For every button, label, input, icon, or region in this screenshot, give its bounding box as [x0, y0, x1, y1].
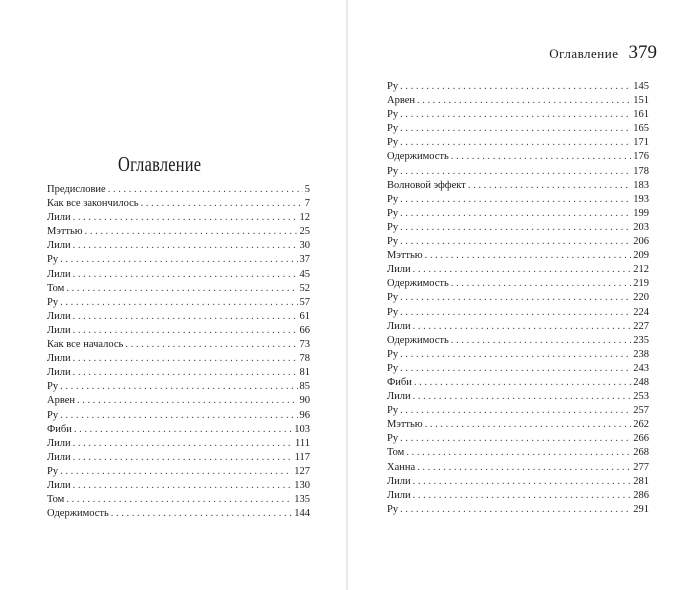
toc-entry-title: Ру — [387, 207, 399, 219]
toc-entry-title: Ру — [387, 81, 399, 92]
dot-leader — [400, 306, 631, 320]
dot-leader — [400, 348, 631, 362]
toc-entry-page: 224 — [633, 306, 649, 318]
dot-leader — [60, 465, 292, 479]
toc-entry-title: Предисловие — [47, 184, 106, 195]
toc-entry — [47, 479, 310, 493]
toc-entry-title: Ру — [47, 409, 59, 421]
toc-entry — [47, 338, 310, 352]
toc-entry-title: Лили — [387, 489, 411, 501]
toc-entry — [387, 277, 649, 291]
dot-leader — [406, 446, 631, 460]
dot-leader — [60, 253, 297, 267]
toc-entry-page: 171 — [633, 137, 649, 149]
dot-leader — [413, 390, 632, 404]
toc-entry-title: Арвен — [47, 395, 76, 407]
dot-leader — [60, 296, 297, 310]
toc-entry-title: Том — [47, 494, 65, 506]
toc-entry-page: 243 — [633, 362, 649, 374]
toc-entry-page: 266 — [633, 433, 649, 445]
toc-entry-page: 183 — [633, 179, 649, 191]
toc-entry-page: 96 — [299, 409, 310, 421]
dot-leader — [73, 324, 298, 338]
toc-entry-page: 178 — [633, 165, 649, 177]
dot-leader — [73, 268, 298, 282]
dot-leader — [400, 122, 631, 136]
toc-entry — [47, 253, 310, 267]
toc-entry-page: 286 — [633, 489, 649, 501]
toc-entry-title: Ру — [47, 296, 59, 308]
dot-leader — [414, 376, 631, 390]
dot-leader — [400, 108, 631, 122]
dot-leader — [425, 418, 632, 432]
toc-entry-page: 135 — [294, 494, 310, 506]
dot-leader — [60, 380, 297, 394]
dot-leader — [73, 352, 298, 366]
toc-entry-page: 203 — [633, 221, 649, 233]
toc-entry — [387, 489, 649, 503]
dot-leader — [400, 80, 631, 94]
toc-entry — [387, 221, 649, 235]
toc-entry-page: 78 — [299, 353, 310, 365]
dot-leader — [73, 479, 293, 493]
dot-leader — [400, 291, 631, 305]
toc-entry-title: Лили — [47, 268, 71, 280]
toc-entry — [387, 235, 649, 249]
toc-entry-title: Ру — [387, 236, 399, 248]
dot-leader — [74, 423, 292, 437]
toc-entry-title: Ру — [47, 254, 59, 266]
dot-leader — [60, 409, 297, 423]
dot-leader — [400, 432, 631, 446]
toc-entry-title: Как все закончилось — [47, 198, 139, 210]
toc-entry-page: 111 — [295, 437, 310, 449]
toc-entry-title: Одержимость — [387, 151, 449, 163]
toc-entry-page: 268 — [633, 447, 649, 459]
dot-leader — [73, 310, 298, 324]
dot-leader — [141, 197, 303, 211]
toc-entry-title: Одержимость — [387, 278, 449, 290]
toc-entry-page: 209 — [633, 250, 649, 262]
toc-entry-page: 220 — [633, 292, 649, 304]
toc-entry-page: 227 — [633, 320, 649, 332]
toc-entry-title: Лили — [47, 324, 71, 336]
toc-entry-page: 165 — [633, 123, 649, 135]
toc-entry — [387, 348, 649, 362]
toc-entry-page: 206 — [633, 236, 649, 248]
toc-entry-page: 25 — [299, 226, 310, 238]
dot-leader — [400, 221, 631, 235]
toc-entry — [387, 404, 649, 418]
toc-entry-title: Фиби — [387, 376, 412, 388]
toc-entry — [47, 324, 310, 338]
toc-entry — [47, 380, 310, 394]
page-number: 379 — [628, 42, 657, 63]
toc-entry-page: 144 — [294, 508, 310, 520]
dot-leader — [413, 320, 632, 334]
toc-entry-page: 45 — [299, 268, 310, 280]
toc-entry — [387, 418, 649, 432]
toc-entry — [387, 432, 649, 446]
toc-entry-title: Ру — [387, 405, 399, 417]
toc-entry — [387, 108, 649, 122]
toc-entry-title: Лили — [47, 451, 71, 463]
dot-leader — [400, 136, 631, 150]
toc-entry-title: Одержимость — [387, 334, 449, 346]
toc-entry — [387, 207, 649, 221]
dot-leader — [400, 235, 631, 249]
toc-entry-title: Ру — [387, 306, 399, 318]
toc-entry-title: Ру — [387, 433, 399, 445]
toc-entry-page: 57 — [299, 296, 310, 308]
dot-leader — [108, 183, 303, 197]
toc-entry — [387, 334, 649, 348]
toc-entry — [387, 446, 649, 460]
dot-leader — [400, 362, 631, 376]
toc-entry-page: 253 — [633, 391, 649, 403]
toc-entry — [47, 394, 310, 408]
toc-entry-title: Ру — [387, 221, 399, 233]
dot-leader — [66, 282, 297, 296]
dot-leader — [400, 404, 631, 418]
toc-entry-title: Лили — [47, 310, 71, 322]
toc-entry — [387, 94, 649, 108]
toc-entry-title: Лили — [387, 475, 411, 487]
toc-list-right — [387, 80, 649, 517]
dot-leader — [413, 475, 632, 489]
toc-entry-page: 7 — [304, 198, 310, 210]
dot-leader — [73, 211, 298, 225]
toc-entry — [47, 197, 310, 211]
toc-entry-page: 130 — [294, 479, 310, 491]
toc-entry-title: Лили — [387, 264, 411, 276]
toc-entry-title: Лили — [47, 437, 71, 449]
toc-entry-page: 5 — [304, 184, 310, 195]
toc-entry — [47, 183, 310, 197]
toc-entry-title: Ру — [47, 465, 59, 477]
toc-entry-title: Мэттью — [387, 250, 423, 262]
toc-entry — [387, 193, 649, 207]
dot-leader — [425, 249, 632, 263]
dot-leader — [400, 503, 631, 517]
dot-leader — [111, 507, 292, 521]
dot-leader — [451, 334, 631, 348]
toc-entry-page: 219 — [633, 278, 649, 290]
toc-entry-page: 66 — [299, 324, 310, 336]
dot-leader — [468, 179, 631, 193]
toc-entry-title: Волновой эффект — [387, 179, 466, 191]
toc-entry — [47, 296, 310, 310]
toc-entry — [387, 291, 649, 305]
toc-entry-title: Ру — [387, 137, 399, 149]
toc-entry — [387, 122, 649, 136]
toc-entry-page: 103 — [294, 423, 310, 435]
dot-leader — [400, 193, 631, 207]
toc-entry — [47, 437, 310, 451]
toc-entry-title: Одержимость — [47, 508, 109, 520]
toc-entry-page: 90 — [299, 395, 310, 407]
toc-list-left — [47, 183, 310, 521]
toc-entry-page: 281 — [633, 475, 649, 487]
toc-entry — [387, 150, 649, 164]
toc-entry — [47, 409, 310, 423]
toc-entry — [47, 310, 310, 324]
toc-entry-page: 151 — [633, 95, 649, 107]
toc-entry-title: Лили — [47, 212, 71, 224]
toc-entry — [387, 475, 649, 489]
toc-entry — [387, 503, 649, 517]
toc-entry — [47, 366, 310, 380]
toc-entry — [47, 239, 310, 253]
toc-entry — [47, 352, 310, 366]
toc-entry-title: Мэттью — [47, 226, 83, 238]
toc-entry-page: 262 — [633, 419, 649, 431]
toc-entry — [387, 80, 649, 94]
toc-entry — [47, 211, 310, 225]
toc-entry — [387, 249, 649, 263]
dot-leader — [77, 394, 297, 408]
toc-entry — [387, 136, 649, 150]
toc-entry-page: 12 — [299, 212, 310, 224]
toc-entry — [387, 306, 649, 320]
toc-entry-title: Как все началось — [47, 339, 124, 351]
toc-entry-page: 212 — [633, 264, 649, 276]
toc-entry-page: 176 — [633, 151, 649, 163]
toc-entry-page: 73 — [299, 339, 310, 351]
toc-entry-page: 85 — [299, 381, 310, 393]
toc-entry — [47, 493, 310, 507]
toc-entry-page: 193 — [633, 193, 649, 205]
toc-entry — [387, 179, 649, 193]
toc-entry — [47, 225, 310, 239]
toc-entry — [47, 507, 310, 521]
toc-entry-title: Ру — [387, 292, 399, 304]
toc-entry-page: 238 — [633, 348, 649, 360]
toc-entry-title: Фиби — [47, 423, 72, 435]
toc-entry-page: 235 — [633, 334, 649, 346]
toc-entry-page: 30 — [299, 240, 310, 252]
toc-entry — [387, 362, 649, 376]
toc-entry-title: Лили — [47, 479, 71, 491]
toc-entry-title: Лили — [47, 240, 71, 252]
toc-heading: Оглавление — [118, 152, 202, 176]
toc-entry-page: 81 — [299, 367, 310, 379]
toc-entry-page: 61 — [299, 310, 310, 322]
toc-entry-title: Ру — [387, 362, 399, 374]
toc-entry-title: Ру — [387, 503, 399, 515]
dot-leader — [413, 263, 632, 277]
running-header — [549, 42, 657, 64]
toc-entry — [387, 376, 649, 390]
toc-entry — [47, 465, 310, 479]
toc-entry-page: 145 — [633, 81, 649, 92]
toc-entry — [47, 423, 310, 437]
toc-entry-page: 127 — [294, 465, 310, 477]
toc-entry — [387, 165, 649, 179]
dot-leader — [400, 207, 631, 221]
toc-entry-title: Ру — [387, 123, 399, 135]
running-header-title: Оглавление — [549, 46, 619, 61]
toc-entry-title: Лили — [47, 367, 71, 379]
toc-entry — [387, 461, 649, 475]
toc-entry-title: Ханна — [387, 461, 416, 473]
toc-entry-title: Ру — [387, 109, 399, 121]
dot-leader — [451, 150, 631, 164]
dot-leader — [413, 489, 632, 503]
dot-leader — [417, 94, 631, 108]
toc-entry-page: 52 — [299, 282, 310, 294]
dot-leader — [125, 338, 297, 352]
dot-leader — [73, 451, 293, 465]
toc-entry-page: 117 — [294, 451, 310, 463]
toc-entry — [47, 282, 310, 296]
toc-entry-page: 291 — [633, 503, 649, 515]
toc-entry-title: Лили — [47, 353, 71, 365]
toc-entry-title: Ру — [47, 381, 59, 393]
toc-entry-page: 248 — [633, 376, 649, 388]
toc-entry — [47, 451, 310, 465]
toc-entry-page: 161 — [633, 109, 649, 121]
dot-leader — [66, 493, 292, 507]
toc-entry-title: Лили — [387, 391, 411, 403]
toc-entry-page: 199 — [633, 207, 649, 219]
toc-entry-page: 277 — [633, 461, 649, 473]
toc-entry — [387, 263, 649, 277]
toc-entry-title: Ру — [387, 348, 399, 360]
toc-entry — [387, 320, 649, 334]
toc-entry-title: Мэттью — [387, 419, 423, 431]
dot-leader — [73, 239, 298, 253]
toc-entry-page: 257 — [633, 405, 649, 417]
dot-leader — [400, 165, 631, 179]
dot-leader — [73, 366, 298, 380]
toc-entry-title: Ру — [387, 165, 399, 177]
dot-leader — [73, 437, 293, 451]
toc-entry — [47, 268, 310, 282]
dot-leader — [417, 461, 631, 475]
toc-entry-title: Арвен — [387, 95, 416, 107]
toc-entry-title: Ру — [387, 193, 399, 205]
toc-entry-title: Лили — [387, 320, 411, 332]
toc-entry — [387, 390, 649, 404]
dot-leader — [451, 277, 631, 291]
dot-leader — [85, 225, 298, 239]
toc-entry-page: 37 — [299, 254, 310, 266]
toc-entry-title: Том — [47, 282, 65, 294]
toc-entry-title: Том — [387, 447, 405, 459]
